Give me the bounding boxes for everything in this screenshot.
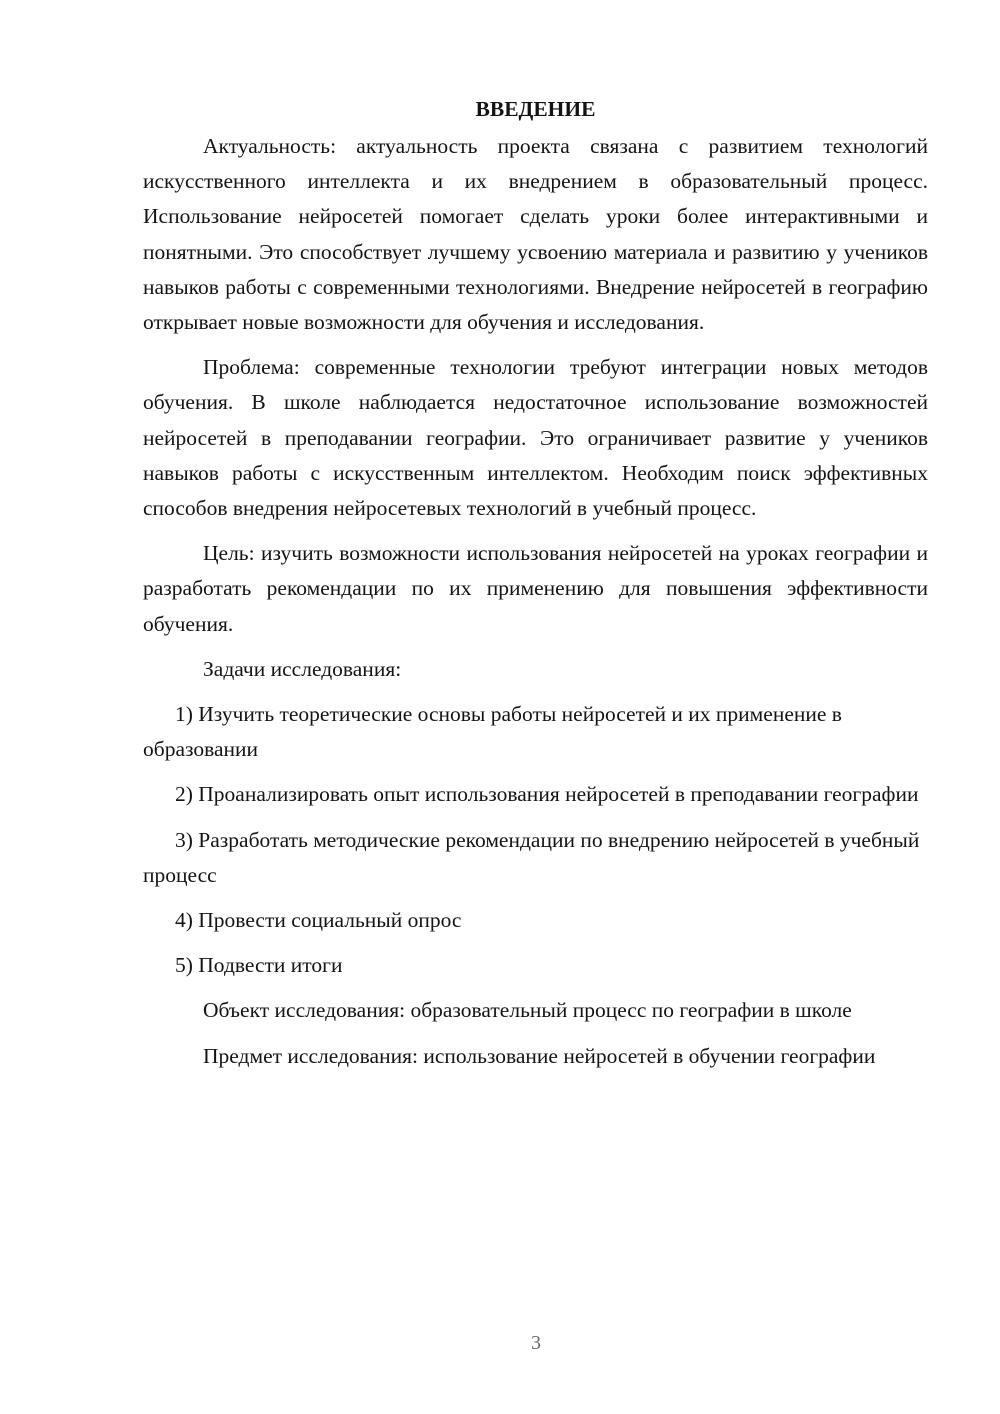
research-subject-paragraph: Предмет исследования: использование нейросетей в обучении географии xyxy=(203,1043,876,1068)
task-item-2: 2) Проанализировать опыт использования нейросетей в преподавании географии xyxy=(175,782,919,807)
problem-paragraph: Проблема: современные технологии требуют интеграции новых методов обучения. В школе наблюдается недостаточное использование возможностей нейросетей в преподавании географии. Это ограничивает развитие у учеников навыков работы с искусственным интеллектом. Необходим поиск эффективных способов внедрения нейросетевых технологий в учебный процесс. xyxy=(143,355,928,521)
page-number: 3 xyxy=(531,1332,541,1354)
task-item-4: 4) Провести социальный опрос xyxy=(175,908,462,933)
tasks-heading: Задачи исследования: xyxy=(203,656,402,681)
goal-paragraph: Цель: изучить возможности использования нейросетей на уроках географии и разработать рекомендации по их применению для повышения эффективности обучения. xyxy=(143,541,928,636)
task-item-1: 1) Изучить теоретические основы работы нейросетей и их применение в образовании xyxy=(143,702,842,762)
document-body xyxy=(143,92,928,1084)
task-item-5: 5) Подвести итоги xyxy=(175,953,343,978)
relevance-paragraph: Актуальность: актуальность проекта связана с развитием технологий искусственного интеллекта и их внедрением в образовательный процесс. Использование нейросетей помогает сделать уроки более интерактивными и понятными. Это способствует лучшему усвоению материала и развитию у учеников навыков работы с современными технологиями. Внедрение нейросетей в географию открывает новые возможности для обучения и исследования. xyxy=(143,134,928,335)
research-object-paragraph: Объект исследования: образовательный процесс по географии в школе xyxy=(203,998,852,1023)
section-title: ВВЕДЕНИЕ xyxy=(475,97,596,121)
task-item-3: 3) Разработать методические рекомендации по внедрению нейросетей в учебный процесс xyxy=(143,827,920,887)
